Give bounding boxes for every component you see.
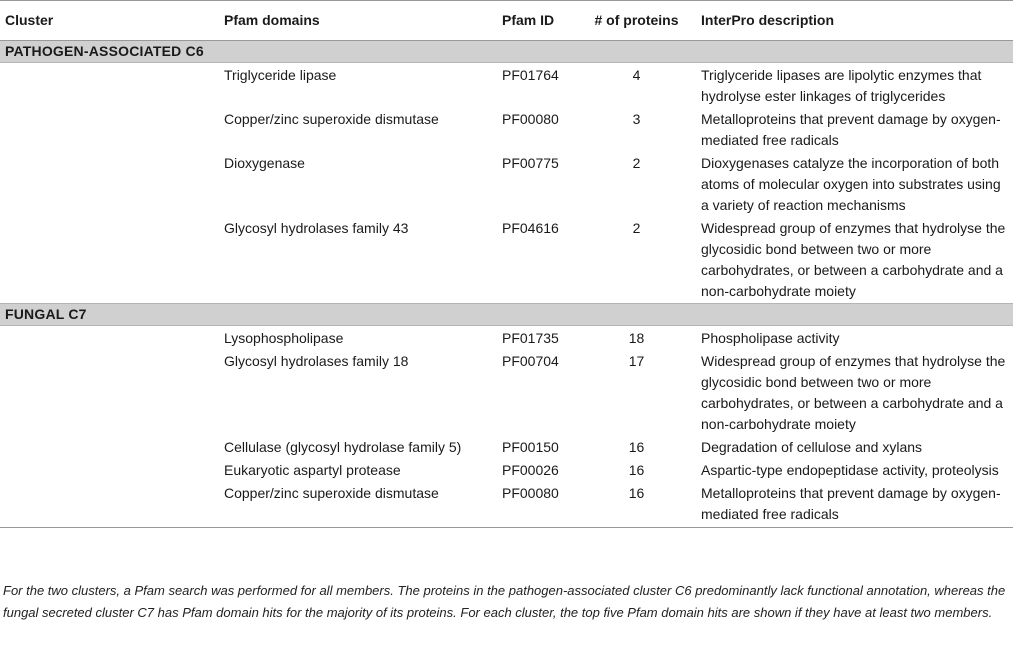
header-pfam-domains: Pfam domains <box>218 1 496 41</box>
table-row <box>0 459 1013 482</box>
table-row <box>0 482 1013 528</box>
pfam-domain-cell: Triglyceride lipase <box>224 67 337 83</box>
protein-count-cell: 2 <box>632 220 641 236</box>
table-row <box>0 217 1013 304</box>
table-row <box>0 152 1013 217</box>
section-title: PATHOGEN-ASSOCIATED C6 <box>0 41 1013 63</box>
description-cell: Phospholipase activity <box>701 330 840 346</box>
pfam-domain-cell: Copper/zinc superoxide dismutase <box>224 111 439 127</box>
pfam-id-cell: PF00080 <box>496 482 578 528</box>
header-cluster: Cluster <box>0 1 218 41</box>
pfam-domain-cell: Dioxygenase <box>224 155 305 171</box>
protein-count-cell: 17 <box>628 353 645 369</box>
cluster-cell <box>0 108 218 152</box>
pfam-domain-cell: Lysophospholipase <box>224 330 344 346</box>
description-cell: Degradation of cellulose and xylans <box>701 439 923 455</box>
description-cell: Widespread group of enzymes that hydrolyse the glycosidic bond between two or more carbohydrates, or between a carbohydrate and a non-carbohydrate moiety <box>701 353 1006 432</box>
protein-count-cell: 2 <box>632 155 641 171</box>
protein-count-cell: 16 <box>628 462 645 478</box>
description-cell: Metalloproteins that prevent damage by oxygen-mediated free radicals <box>701 111 1001 148</box>
section-row-c6 <box>0 41 1013 63</box>
pfam-domain-cell: Copper/zinc superoxide dismutase <box>218 482 496 528</box>
description-cell: Widespread group of enzymes that hydrolyse the glycosidic bond between two or more carbohydrates, or between a carbohydrate and a non-carbohydrate moiety <box>701 220 1006 299</box>
cluster-cell <box>0 152 218 217</box>
description-cell: Aspartic-type endopeptidase activity, proteolysis <box>701 462 999 478</box>
pfam-id-cell: PF00026 <box>502 462 559 478</box>
description-cell: Metalloproteins that prevent damage by oxygen-mediated free radicals <box>695 482 1013 528</box>
cluster-cell <box>0 217 218 304</box>
protein-count-cell: 3 <box>632 111 641 127</box>
table-row <box>0 436 1013 459</box>
protein-count-cell: 16 <box>628 439 645 455</box>
table-row <box>0 63 1013 109</box>
header-protein-count: # of proteins <box>578 1 695 41</box>
table-row <box>0 108 1013 152</box>
table-row <box>0 350 1013 436</box>
pfam-domain-cell: Glycosyl hydrolases family 18 <box>224 353 409 369</box>
header-interpro-description: InterPro description <box>695 1 1013 41</box>
pfam-id-cell: PF04616 <box>502 220 559 236</box>
pfam-domain-cell: Glycosyl hydrolases family 43 <box>224 220 409 236</box>
cluster-cell <box>0 350 218 436</box>
pfam-domain-cell: Eukaryotic aspartyl protease <box>224 462 401 478</box>
pfam-id-cell: PF00704 <box>502 353 559 369</box>
table-body <box>0 41 1013 528</box>
protein-count-cell: 4 <box>632 67 641 83</box>
section-row-c7 <box>0 304 1013 326</box>
pfam-id-cell: PF00080 <box>502 111 559 127</box>
description-cell: Dioxygenases catalyze the incorporation of both atoms of molecular oxygen into substrates using a variety of reaction mechanisms <box>701 155 1001 213</box>
header-pfam-id: Pfam ID <box>496 1 578 41</box>
section-title: FUNGAL C7 <box>0 304 1013 326</box>
pfam-id-cell: PF01735 <box>502 330 559 346</box>
protein-count-cell: 18 <box>628 330 645 346</box>
cluster-cell <box>0 459 218 482</box>
cluster-cell <box>0 326 218 351</box>
pfam-id-cell: PF00150 <box>502 439 559 455</box>
header-row <box>0 1 1013 41</box>
description-cell: Triglyceride lipases are lipolytic enzymes that hydrolyse ester linkages of triglycerides <box>701 67 982 104</box>
protein-count-cell: 16 <box>578 482 695 528</box>
table-header <box>0 1 1013 41</box>
pfam-id-cell: PF01764 <box>502 67 559 83</box>
table-row <box>0 326 1013 351</box>
cluster-cell <box>0 482 218 528</box>
cluster-cell <box>0 63 218 109</box>
cluster-cell <box>0 436 218 459</box>
pfam-id-cell: PF00775 <box>502 155 559 171</box>
pfam-domain-cell: Cellulase (glycosyl hydrolase family 5) <box>224 439 462 455</box>
table-caption: For the two clusters, a Pfam search was performed for all members. The proteins in the pathogen-associated cluster C6 predominantly lack functional annotation, whereas the fungal secreted cluster C7 has Pfam domain hits for the majority of its proteins. For each cluster, the top five Pfam domain hits are shown if they have at least two members. <box>3 583 1006 620</box>
